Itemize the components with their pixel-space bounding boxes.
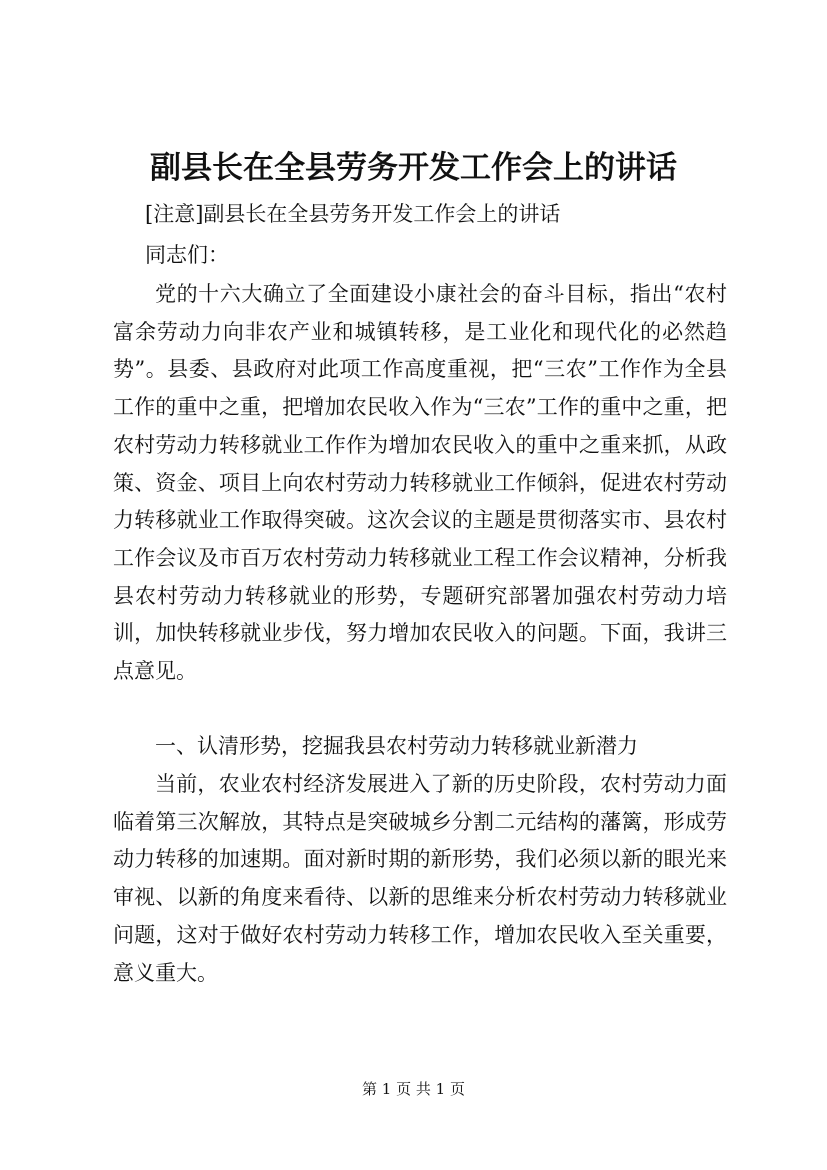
body-paragraph: 党的十六大确立了全面建设小康社会的奋斗目标，指出“农村富余劳动力向非农产业和城镇转移，是工业化和现代化的必然趋势”。县委、县政府对此项工作高度重视，把“三农”工作作为全县工作的重中之重，把增加农民收入作为“三农”工作的重中之重，把农村劳动力转移就业工作作为增加农民收入的重中之重来抓，从政策、资金、项目上向农村劳动力转移就业工作倾斜，促进农村劳动力转移就业工作取得突破。这次会议的主题是贯彻落实市、县农村工作会议及市百万农村劳动力转移就业工程工作会议精神，分析我县农村劳动力转移就业的形势，专题研究部署加强农村劳动力培训，加快转移就业步伐，努力增加农民收入的问题。下面，我讲三点意见。 — [113, 282, 727, 684]
salutation: 同志们： — [145, 243, 229, 267]
document-note: [注意]副县长在全县劳务开发工作会上的讲话 — [145, 202, 561, 226]
page-number-footer: 第 1 页 共 1 页 — [362, 1080, 465, 1098]
body-paragraph: 当前，农业农村经济发展进入了新的历史阶段，农村劳动力面临着第三次解放，其特点是突破城乡分割二元结构的藩篱，形成劳动力转移的加速期。面对新时期的新形势，我们必须以新的眼光来审视、以新的角度来看待、以新的思维来分析农村劳动力转移就业问题，这对于做好农村劳动力转移工作，增加农民收入至关重要，意义重大。 — [113, 772, 727, 985]
section-heading: 一、认清形势，挖掘我县农村劳动力转移就业新潜力 — [155, 734, 638, 758]
document-title: 副县长在全县劳务开发工作会上的讲话 — [150, 150, 677, 186]
